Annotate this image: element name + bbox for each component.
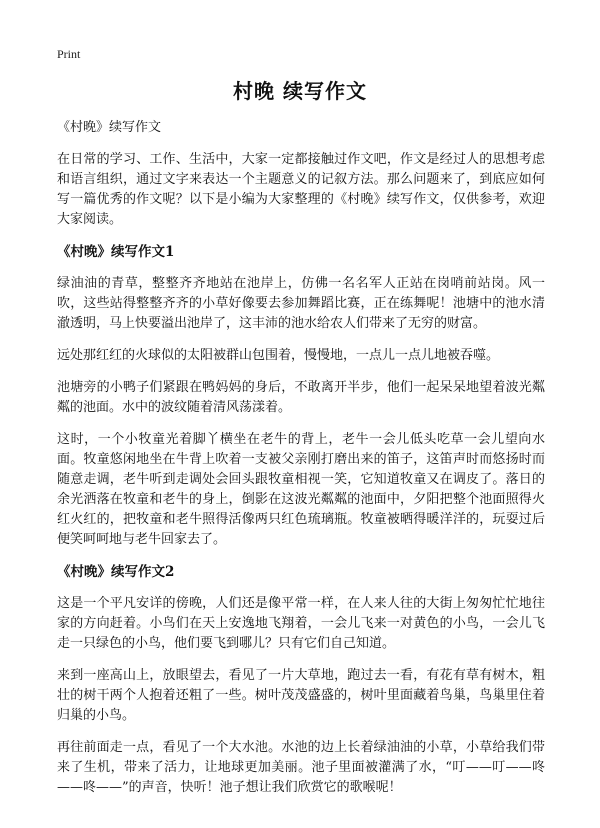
- section-paragraph: 远处那红红的火球似的太阳被群山包围着，慢慢地，一点儿一点儿地被吞噬。: [57, 348, 500, 363]
- section-paragraph: 再往前面走一点，看见了一个大水池。水池的边上长着绿油油的小草，小草给我们带来了生机，带来了活力，让地球更加美丽。池子里面被灌满了水，“叮——叮——咚——咚——”的声音，快听！池子想让我们欣赏它的歌喉呢！: [57, 740, 545, 795]
- section-heading: 《村晚》续写作文1: [57, 244, 175, 260]
- section-paragraph: 这时，一个小牧童光着脚丫横坐在老牛的背上，老牛一会儿低头吃草一会儿望向水面。牧童悠闲地坐在牛背上吹着一支被父亲刚打磨出来的笛子，这笛声时而悠扬时而随意走调，老牛听到走调处会回头跟牧童相视一笑，它知道牧童又在调皮了。落日的余光洒落在牧童和老牛的身上，倒影在这波光粼粼的池面中，夕阳把整个池面照得火红火红的，把牧童和老牛照得活像两只红色琉璃瓶。牧童被晒得暖洋洋的，玩耍过后便笑呵呵地与老牛回家去了。: [57, 432, 545, 547]
- section-paragraph: 池塘旁的小鸭子们紧跟在鸭妈妈的身后，不敢离开半步，他们一起呆呆地望着波光粼粼的池面。水中的波纹随着清风荡漾着。: [57, 380, 545, 415]
- article-subtitle: 《村晚》续写作文: [57, 120, 162, 135]
- page-title: 村晚 续写作文: [233, 79, 367, 103]
- section-heading: 《村晚》续写作文2: [57, 564, 175, 580]
- section-paragraph: 这是一个平凡安详的傍晚，人们还是像平常一样，在人来人往的大街上匆匆忙忙地往家的方向赶着。小鸟们在天上安逸地飞翔着，一会儿飞来一对黄色的小鸟，一会儿飞走一只绿色的小鸟，他们要飞到哪儿？只有它们自己知道。: [57, 596, 545, 651]
- print-link[interactable]: Print: [57, 47, 81, 61]
- essay-section-1: [57, 242, 545, 550]
- section-paragraph: 绿油油的青草，整整齐齐地站在池岸上，仿佛一名名军人正站在岗哨前站岗。风一吹，这些站得整整齐齐的小草好像要去参加舞蹈比赛，正在练舞呢！池塘中的池水清澈透明，马上快要溢出池岸了，这丰沛的池水给农人们带来了无穷的财富。: [57, 276, 545, 331]
- article-body: [57, 118, 545, 810]
- essay-section-2: [57, 562, 545, 798]
- intro-paragraph: 在日常的学习、工作、生活中，大家一定都接触过作文吧，作文是经过人的思想考虑和语言组织，通过文字来表达一个主题意义的记叙方法。那么问题来了，到底应如何写一篇优秀的作文呢？以下是小编为大家整理的《村晚》续写作文，仅供参考，欢迎大家阅读。: [57, 152, 545, 227]
- section-paragraph: 来到一座高山上，放眼望去，看见了一片大草地，跑过去一看，有花有草有树木，粗壮的树干两个人抱着还粗了一些。树叶茂茂盛盛的，树叶里面藏着鸟巢，鸟巢里住着归巢的小鸟。: [57, 668, 545, 723]
